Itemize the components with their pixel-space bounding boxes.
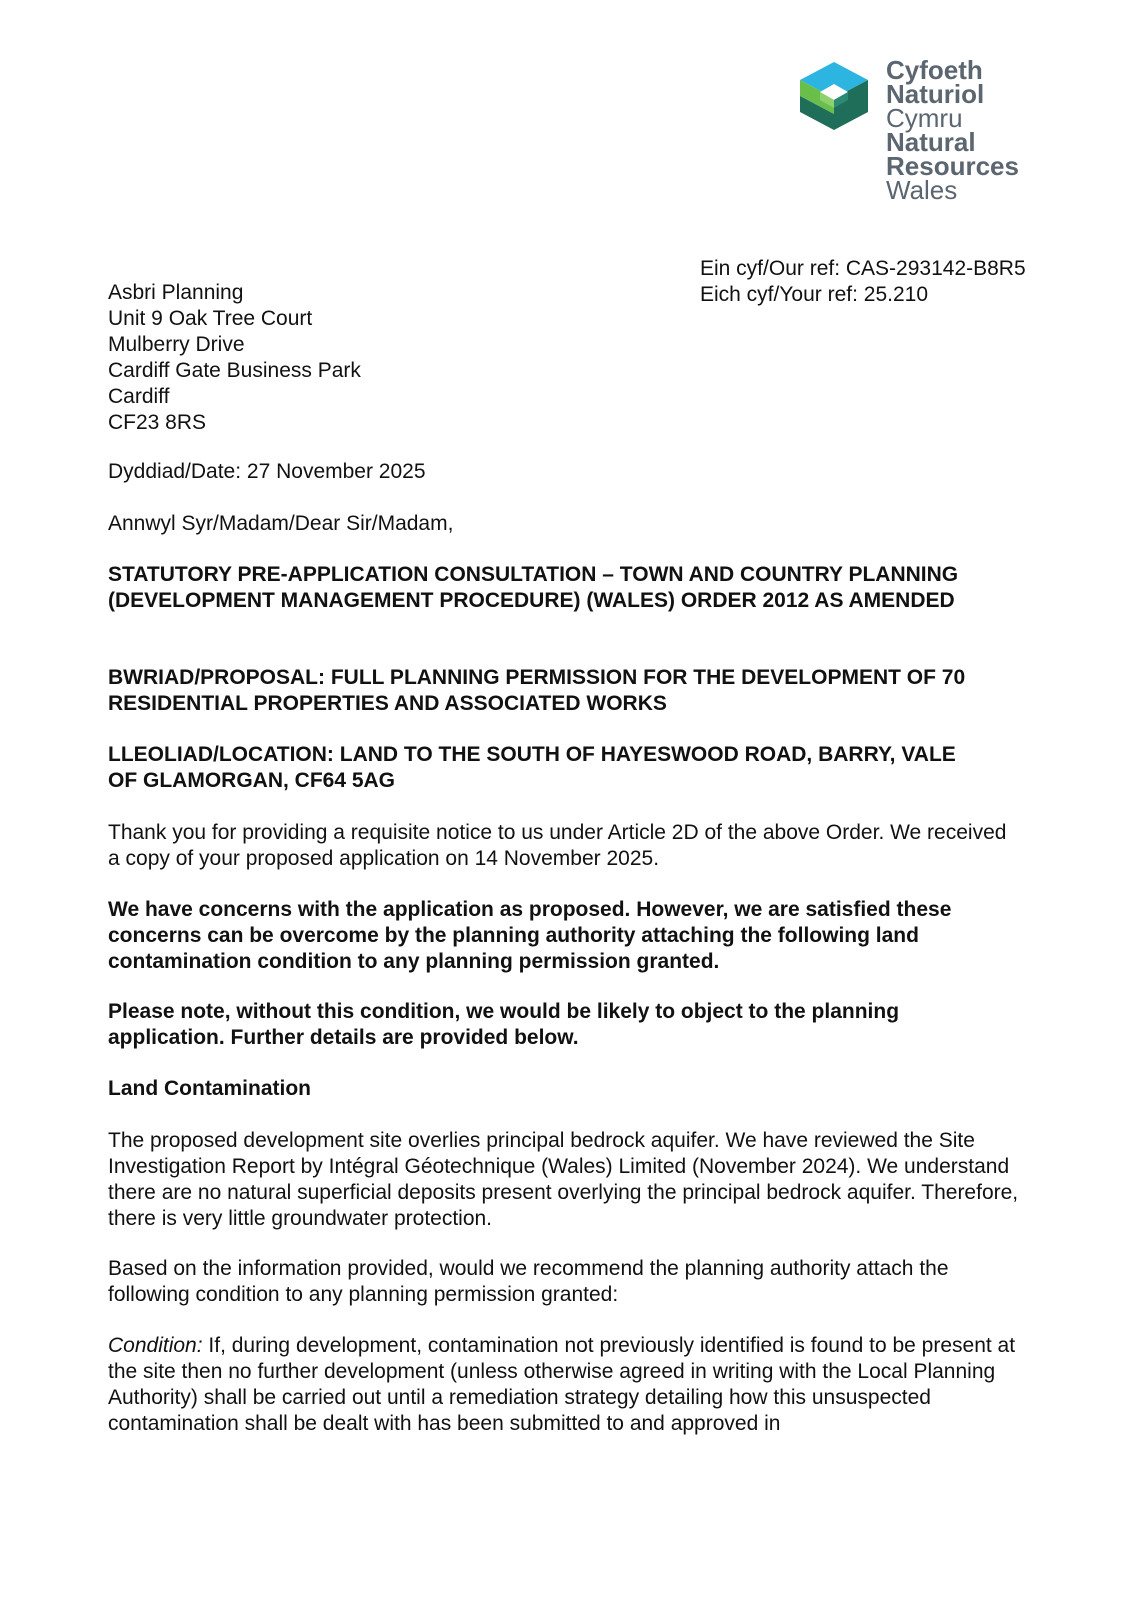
logo-line: Natural bbox=[886, 127, 976, 157]
logo-line: Resources bbox=[886, 151, 1019, 181]
condition-text: If, during development, contamination not previously identified is found to be present at the site then no further development (unless otherwise agreed in writing with the Local Planning Authority) shall be carried out until a remediation strategy detailing how this unsuspected contamination shall be dealt with has been submitted to and approved in bbox=[108, 1334, 1016, 1435]
reference-block bbox=[700, 256, 1026, 308]
condition-paragraph bbox=[108, 1333, 1023, 1437]
consultation-heading: STATUTORY PRE-APPLICATION CONSULTATION – TOWN AND COUNTRY PLANNING (DEVELOPMENT MANAGEMENT PROCEDURE) (WALES) ORDER 2012 AS AMENDED bbox=[108, 563, 959, 612]
proposal-heading: BWRIAD/PROPOSAL: FULL PLANNING PERMISSION FOR THE DEVELOPMENT OF 70 RESIDENTIAL PROPERTIES AND ASSOCIATED WORKS bbox=[108, 666, 966, 715]
letter-date: Dyddiad/Date: 27 November 2025 bbox=[108, 460, 426, 483]
your-reference: Eich cyf/Your ref: 25.210 bbox=[700, 283, 929, 306]
logo-line: Naturiol bbox=[886, 79, 985, 109]
address-line: Cardiff bbox=[108, 385, 170, 408]
recipient-address bbox=[108, 280, 361, 436]
address-line: Mulberry Drive bbox=[108, 333, 245, 356]
address-line: Unit 9 Oak Tree Court bbox=[108, 307, 313, 330]
logo-line: Cyfoeth bbox=[886, 55, 983, 85]
address-line: Asbri Planning bbox=[108, 281, 244, 304]
logo-line: Cymru bbox=[886, 103, 963, 133]
concerns-paragraph: We have concerns with the application as proposed. However, we are satisfied these concerns can be overcome by the planning authority attaching the following land contamination condition to any planning permission granted. bbox=[108, 898, 952, 973]
aquifer-paragraph: The proposed development site overlies principal bedrock aquifer. We have reviewed the Site Investigation Report by Intégral Géotechnique (Wales) Limited (November 2024). We understand there are no natural superficial deposits present overlying the principal bedrock aquifer. Therefore, there is very little groundwater protection. bbox=[108, 1129, 1019, 1230]
intro-paragraph: Thank you for providing a requisite notice to us under Article 2D of the above Order. We received a copy of your proposed application on 14 November 2025. bbox=[108, 821, 1007, 870]
nrw-logo bbox=[796, 55, 1036, 218]
address-line: CF23 8RS bbox=[108, 411, 207, 434]
location-heading: LLEOLIAD/LOCATION: LAND TO THE SOUTH OF HAYESWOOD ROAD, BARRY, VALE OF GLAMORGAN, CF64 5AG bbox=[108, 743, 956, 792]
salutation: Annwyl Syr/Madam/Dear Sir/Madam, bbox=[108, 512, 454, 535]
our-reference: Ein cyf/Our ref: CAS-293142-B8R5 bbox=[700, 257, 1026, 280]
condition-label: Condition: bbox=[108, 1334, 203, 1357]
note-paragraph: Please note, without this condition, we would be likely to object to the planning application. Further details are provided below. bbox=[108, 1000, 900, 1049]
logo-wordmark bbox=[886, 55, 1019, 205]
address-line: Cardiff Gate Business Park bbox=[108, 359, 361, 382]
section-heading: Land Contamination bbox=[108, 1077, 311, 1100]
recommendation-paragraph: Based on the information provided, would we recommend the planning authority attach the following condition to any planning permission granted: bbox=[108, 1257, 949, 1306]
logo-line: Wales bbox=[886, 175, 958, 205]
nrw-hexagon-logo-icon bbox=[796, 60, 872, 132]
